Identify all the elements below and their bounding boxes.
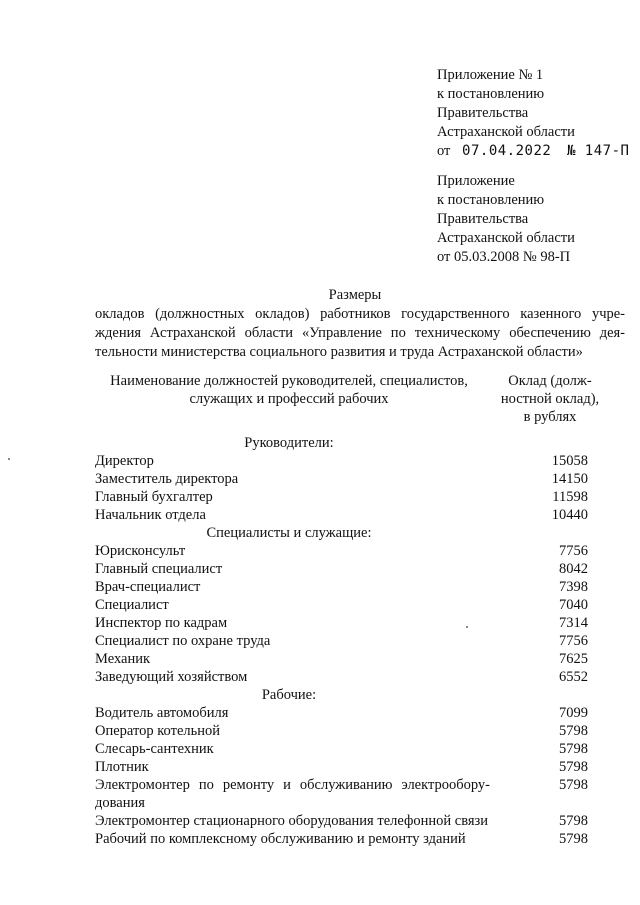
header-salary-line-3: в рублях	[523, 409, 577, 425]
salary-value: 5798	[559, 741, 588, 757]
salary-value: 5798	[559, 759, 588, 775]
appendix-2-line2: к постановлению	[437, 192, 545, 208]
table-row	[95, 560, 600, 578]
salary-value: 5798	[559, 777, 588, 793]
table-row	[95, 578, 600, 596]
header-salary	[500, 372, 600, 426]
position-name: Главный специалист	[95, 561, 223, 577]
salary-value: 7099	[559, 705, 588, 721]
header-position-name	[95, 372, 483, 408]
position-name: Инспектор по кадрам	[95, 615, 228, 631]
table-row	[95, 758, 600, 776]
position-name: Директор	[95, 453, 154, 469]
scan-speck	[8, 458, 10, 460]
position-name: Механик	[95, 651, 151, 667]
salary-value: 7040	[559, 597, 588, 613]
position-name: Оператор котельной	[95, 723, 221, 739]
salary-value: 11598	[552, 489, 588, 505]
position-name: Начальник отдела	[95, 507, 206, 523]
position-name: Специалист по охране труда	[95, 633, 271, 649]
date-stamp: 07.04.2022	[462, 143, 552, 159]
appendix-1-line3: Правительства	[437, 105, 529, 121]
appendix-2-line3: Правительства	[437, 211, 529, 227]
table-row	[95, 830, 600, 848]
position-name: Водитель автомобиля	[95, 705, 229, 721]
salary-value: 5798	[559, 831, 588, 847]
position-name: Заместитель директора	[95, 471, 239, 487]
header-salary-line-1: Оклад (долж-	[508, 373, 592, 389]
table-row	[95, 704, 600, 722]
salary-value: 5798	[559, 723, 588, 739]
appendix-1-line4: Астраханской области	[437, 124, 575, 140]
table-header	[95, 372, 600, 434]
document-title	[95, 286, 625, 362]
table-row	[95, 488, 600, 506]
appendix-2-line4: Астраханской области	[437, 230, 575, 246]
salary-value: 10440	[551, 507, 588, 523]
scan-speck	[466, 626, 468, 628]
section-heading: Руководители:	[244, 435, 334, 451]
salary-table	[95, 372, 600, 848]
position-name: Рабочий по комплексному обслуживанию и ремонту зданий	[95, 831, 466, 847]
table-row	[95, 614, 600, 632]
position-name: Юрисконсульт	[95, 543, 186, 559]
salary-value: 7398	[559, 579, 588, 595]
table-row	[95, 470, 600, 488]
table-row	[95, 632, 600, 650]
appendix-1-block	[437, 66, 629, 161]
appendix-2-title: Приложение	[437, 173, 515, 189]
title-line-1: окладов (должностных окладов) работников государственного казенного учре-	[95, 306, 625, 322]
appendix-2-line5: от 05.03.2008 № 98-П	[437, 249, 571, 265]
salary-value: 7756	[559, 633, 588, 649]
title-line-2: ждения Астраханской области «Управление по техническому обеспечению дея-	[95, 325, 625, 341]
position-name: Специалист	[95, 597, 169, 613]
appendix-2-block	[437, 172, 575, 267]
salary-value: 14150	[551, 471, 588, 487]
table-row	[95, 776, 600, 812]
salary-value: 7314	[559, 615, 588, 631]
table-row	[95, 506, 600, 524]
header-salary-line-2: ностной оклад),	[500, 391, 600, 407]
salary-value: 7625	[559, 651, 588, 667]
title-line-3: тельности министерства социального развития и труда Астраханской области»	[95, 344, 583, 360]
position-name: Слесарь-сантехник	[95, 741, 214, 757]
salary-value: 6552	[559, 669, 588, 685]
position-name: Плотник	[95, 759, 149, 775]
position-name: Электромонтер по ремонту и обслуживанию электрообору-дования	[95, 777, 490, 811]
position-name: Заведующий хозяйством	[95, 669, 248, 685]
table-row	[95, 812, 600, 830]
table-body	[95, 434, 600, 848]
position-name: Врач-специалист	[95, 579, 201, 595]
appendix-1-title: Приложение № 1	[437, 67, 544, 83]
table-row	[95, 740, 600, 758]
header-name-line-1: Наименование должностей руководителей, специалистов,	[110, 373, 468, 389]
table-row	[95, 452, 600, 470]
table-row	[95, 596, 600, 614]
header-name-line-2: служащих и профессий рабочих	[189, 391, 389, 407]
position-name: Электромонтер стационарного оборудования телефонной связи	[95, 813, 489, 829]
title-heading: Размеры	[328, 287, 382, 303]
section-heading: Специалисты и служащие:	[206, 525, 372, 541]
salary-value: 15058	[551, 453, 588, 469]
section-heading: Рабочие:	[261, 687, 317, 703]
salary-value: 8042	[559, 561, 588, 577]
date-prefix: от	[437, 143, 451, 159]
table-row	[95, 668, 600, 686]
number-stamp: № 147-П	[566, 143, 630, 159]
salary-value: 5798	[559, 813, 588, 829]
table-row	[95, 542, 600, 560]
table-row	[95, 650, 600, 668]
appendix-1-date-line	[437, 142, 629, 161]
position-name: Главный бухгалтер	[95, 489, 213, 505]
salary-value: 7756	[559, 543, 588, 559]
appendix-1-line2: к постановлению	[437, 86, 545, 102]
table-row	[95, 722, 600, 740]
